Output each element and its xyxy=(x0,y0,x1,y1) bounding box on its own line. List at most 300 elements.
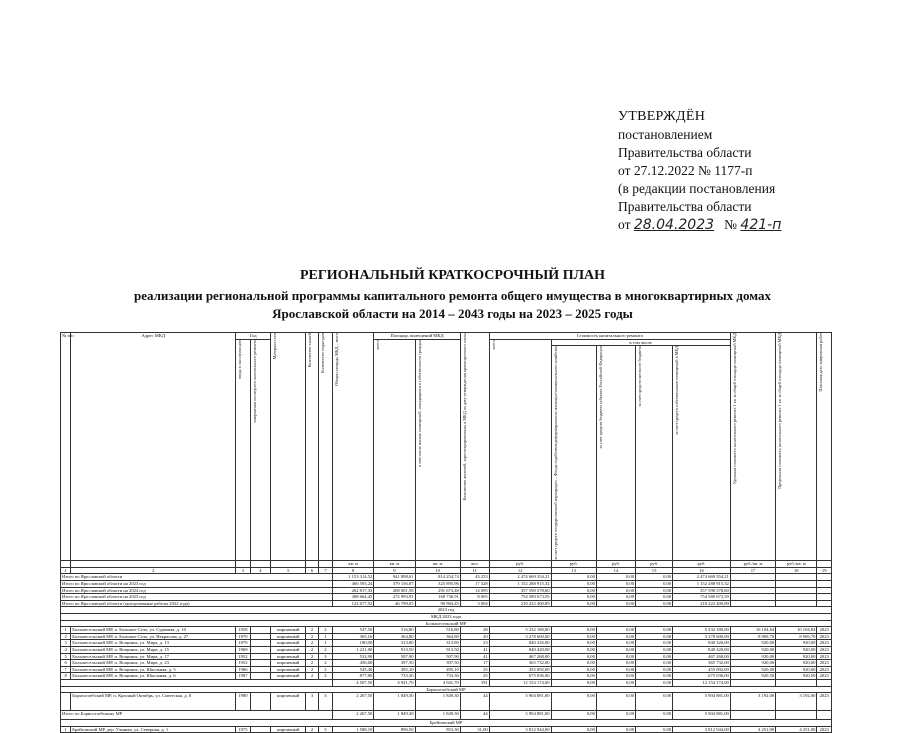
municipality-header: Большесельский МР xyxy=(61,620,832,627)
col-address: Адрес МКД xyxy=(71,333,236,561)
table-cell: 0,00 xyxy=(596,726,635,733)
table-cell: 4 251,00 xyxy=(730,726,775,733)
table-cell: 545,40 xyxy=(333,666,374,673)
column-number: 14 xyxy=(596,567,635,574)
summary-label: Итого по Ярославской области на 2025 год xyxy=(61,594,333,601)
table-cell: 0,00 xyxy=(636,673,673,680)
table-cell: 2023 xyxy=(817,653,832,660)
summary-row xyxy=(61,594,832,601)
subtotal-row xyxy=(61,711,832,720)
table-cell: 1 849,30 xyxy=(374,693,415,711)
table-cell: 10 104,84 xyxy=(776,627,817,634)
plan-table xyxy=(60,332,832,733)
col-fund: за счет средств государственной корпорации – Фонда содействия реформированию жилищно-коммунального хозяйства xyxy=(552,346,558,561)
table-cell xyxy=(250,660,271,667)
handwritten-date: 28.04.2023 xyxy=(633,217,715,233)
col-incl: в том числе xyxy=(551,339,730,346)
column-number: 7 xyxy=(318,567,332,574)
table-cell xyxy=(250,627,271,634)
table-cell: 3 xyxy=(318,693,332,711)
table-cell: 2023 xyxy=(817,666,832,673)
unit: чел. xyxy=(460,561,489,568)
summary-value: 1 153 314,52 xyxy=(333,574,374,581)
table-cell: 0,00 xyxy=(636,640,673,647)
subtotal-value: 1 849,30 xyxy=(374,711,415,720)
table-cell: 2023 xyxy=(817,726,832,733)
table-cell: 1958 xyxy=(236,627,250,634)
table-cell: 41 xyxy=(460,646,489,653)
table-cell: 516,80 xyxy=(415,627,460,634)
subtotal-value: 0,00 xyxy=(596,711,635,720)
table-cell: кирпичный xyxy=(271,627,306,634)
subtotal-value: 5 904 881,00 xyxy=(489,711,551,720)
table-cell: 2023 xyxy=(817,627,832,634)
table-cell xyxy=(730,587,775,594)
table-cell: 2 xyxy=(306,646,318,653)
column-number: 16 xyxy=(673,567,731,574)
table-cell: 920,00 xyxy=(730,646,775,653)
table-cell: 2023 xyxy=(817,633,832,640)
table-cell: 44 xyxy=(460,693,489,711)
table-cell xyxy=(776,594,817,601)
table-cell: 0,00 xyxy=(636,666,673,673)
summary-value: 2 474 669 354,21 xyxy=(673,574,731,581)
table-cell: 920,00 xyxy=(730,660,775,667)
table-cell: 920,00 xyxy=(776,660,817,667)
table-cell: 2023 xyxy=(817,693,832,711)
summary-value: 0,00 xyxy=(551,594,596,601)
table-cell: 0,00 xyxy=(596,693,635,711)
column-number: 5 xyxy=(271,567,306,574)
subtotal-value: 12 154 174,00 xyxy=(673,679,731,686)
table-cell: 2023 xyxy=(817,640,832,647)
table-cell: 313,80 xyxy=(374,640,415,647)
table-cell: 2 xyxy=(306,640,318,647)
table-cell: 1 xyxy=(61,627,71,634)
table-cell: кирпичный xyxy=(271,653,306,660)
summary-value: 0,00 xyxy=(551,581,596,588)
table-cell: 920,50 xyxy=(730,673,775,680)
table-cell: 5 232 180,00 xyxy=(673,627,731,634)
table-cell: 1980 xyxy=(236,693,250,711)
col-year-repair: завершения последнего капитального ремонта xyxy=(251,339,257,423)
table-cell: 920,00 xyxy=(776,666,817,673)
table-cell: 507,90 xyxy=(374,653,415,660)
column-number: 9 xyxy=(374,567,415,574)
summary-value: 90 984,45 xyxy=(415,600,460,607)
table-cell: 3 812 944,00 xyxy=(489,726,551,733)
summary-value: 168 736,91 xyxy=(415,594,460,601)
subtotal-value: 0,00 xyxy=(636,711,673,720)
table-cell: 1970 xyxy=(236,633,250,640)
table-cell: 3 278 600,00 xyxy=(673,633,731,640)
municipality-header: Борисоглебский МР xyxy=(61,686,832,693)
summary-value: 208 001,58 xyxy=(374,587,415,594)
column-number-row xyxy=(61,567,832,574)
approval-heading: УТВЕРЖДЁН xyxy=(618,109,706,124)
table-cell: 365 732,00 xyxy=(489,660,551,667)
table-cell: 0,00 xyxy=(551,646,596,653)
column-number: 11 xyxy=(460,567,489,574)
summary-label: Итого по Ярославской области (просроченные работы 2022 года) xyxy=(61,600,333,607)
approval-block xyxy=(618,108,781,234)
table-cell: Большесельский МР, п. Большое Село, ул. Сурковая, д. 10 xyxy=(71,627,236,634)
table-cell: 920,00 xyxy=(730,666,775,673)
table-cell: кирпичный xyxy=(271,693,306,711)
table-cell xyxy=(817,594,832,601)
header-row xyxy=(61,333,832,340)
table-cell: 0,00 xyxy=(551,633,596,640)
table-cell: 31,00 xyxy=(460,726,489,733)
table-cell xyxy=(250,640,271,647)
summary-value: 941 898,61 xyxy=(374,574,415,581)
subtotal-value: 0,00 xyxy=(551,679,596,686)
col-local: за счет средств местного бюджета xyxy=(637,346,643,407)
table-cell: 3 xyxy=(318,653,332,660)
column-number: 4 xyxy=(250,567,271,574)
summary-value: 0,00 xyxy=(636,581,673,588)
table-cell: 896,50 xyxy=(374,726,415,733)
units-row xyxy=(61,561,832,568)
table-cell: кирпичный xyxy=(271,726,306,733)
col-residents: Количество жителей, зарегистрированных в МКД на дату утверждения краткосрочного плана xyxy=(461,333,467,501)
table-cell: 0,00 xyxy=(551,660,596,667)
table-cell: 0,00 xyxy=(636,693,673,711)
table-cell: 1 xyxy=(318,640,332,647)
summary-value: 0,00 xyxy=(636,600,673,607)
table-cell: 2 xyxy=(306,627,318,634)
subtotal-value: 12 154 174,00 xyxy=(489,679,551,686)
table-cell: 6 xyxy=(61,660,71,667)
table-cell: 0,00 xyxy=(596,646,635,653)
summary-value: 1 152 288 915,32 xyxy=(673,581,731,588)
unit: руб. xyxy=(489,561,551,568)
table-cell: 675 036,00 xyxy=(673,673,731,680)
col-owners: за счет средств собственников помещений в МКД xyxy=(674,346,680,436)
col-entrances: Количество подъездов xyxy=(319,333,325,373)
table-cell: 0,00 xyxy=(551,673,596,680)
summary-value: 3 004 xyxy=(460,600,489,607)
table-cell: 10 104,84 xyxy=(730,627,775,634)
table-cell: 5 904 881,00 xyxy=(489,693,551,711)
table-cell: 1 xyxy=(318,633,332,640)
table-cell: 28 xyxy=(460,627,489,634)
summary-label: Итого по Ярославской области на 2023 год xyxy=(61,581,333,588)
table-cell: 532,90 xyxy=(333,653,374,660)
summary-row xyxy=(61,581,832,588)
table-cell: кирпичный xyxy=(271,673,306,680)
column-number: 10 xyxy=(415,567,460,574)
table-cell: 1 xyxy=(61,726,71,733)
column-number: 19 xyxy=(817,567,832,574)
summary-value: 2 474 669 354,21 xyxy=(489,574,551,581)
table-cell xyxy=(817,711,832,720)
year-header: 2023 год xyxy=(61,607,832,614)
table-cell: 365,16 xyxy=(333,633,374,640)
table-cell: 920,00 xyxy=(730,640,775,647)
table-cell: 2023 xyxy=(817,646,832,653)
subtotal-value: 0,00 xyxy=(596,679,635,686)
table-cell xyxy=(817,587,832,594)
table-cell: 1975 xyxy=(236,726,250,733)
table-cell: 1952 xyxy=(236,653,250,660)
column-number: 3 xyxy=(236,567,250,574)
subtotal-value: 44 xyxy=(460,711,489,720)
summary-label: Итого по Ярославской области на 2024 год xyxy=(61,587,333,594)
summary-value: 43 253 xyxy=(460,574,489,581)
table-cell: 0,00 xyxy=(636,633,673,640)
col-total-area: Общая площадь МКД – всего xyxy=(334,333,340,386)
summary-value: 0,00 xyxy=(596,600,635,607)
table-cell xyxy=(250,666,271,673)
table-cell: 364,80 xyxy=(374,633,415,640)
table-cell: 2 xyxy=(318,666,332,673)
subtotal-value: 4 941,70 xyxy=(374,679,415,686)
table-cell: 0,00 xyxy=(636,646,673,653)
column-number: 2 xyxy=(71,567,236,574)
table-cell: 0,00 xyxy=(596,660,635,667)
table-cell: 920,00 xyxy=(730,653,775,660)
table-cell: 0,00 xyxy=(636,726,673,733)
table-cell: 0,00 xyxy=(596,666,635,673)
summary-value: 0,00 xyxy=(551,600,596,607)
table-cell: кирпичный xyxy=(271,660,306,667)
table-cell: 3 812 944,00 xyxy=(673,726,731,733)
table-cell: 2 xyxy=(318,627,332,634)
summary-value: 0,00 xyxy=(636,587,673,594)
table-cell: 840 326,00 xyxy=(673,640,731,647)
subtotal-label xyxy=(61,679,333,686)
table-cell: 2 xyxy=(61,633,71,640)
table-cell: 920,00 xyxy=(776,646,817,653)
unit: кв. м xyxy=(374,561,415,568)
unit: кв. м xyxy=(333,561,374,568)
column-number: 15 xyxy=(636,567,673,574)
summary-value: 262 817,33 xyxy=(333,587,374,594)
table-cell: 0,00 xyxy=(596,640,635,647)
col-deadline: Плановая дата завершения работ xyxy=(818,333,824,392)
table-cell: 2 xyxy=(306,726,318,733)
table-cell: 1987 xyxy=(236,673,250,680)
table-cell: 495,10 xyxy=(374,666,415,673)
table-cell xyxy=(250,633,271,640)
col-year: Год xyxy=(236,333,271,340)
approval-line: Правительства области xyxy=(618,199,752,214)
table-cell xyxy=(730,581,775,588)
table-cell: 1 221,00 xyxy=(333,646,374,653)
table-cell: 0,00 xyxy=(596,653,635,660)
approval-prefix: от xyxy=(618,217,631,232)
column-number: 1 xyxy=(61,567,71,574)
table-cell: 2 xyxy=(306,653,318,660)
table-cell: 840 420,00 xyxy=(489,646,551,653)
summary-row xyxy=(61,574,832,581)
col-unit-cost: Удельная стоимость капитального ремонта 1 кв. м общей площади помещений МКД xyxy=(731,333,737,485)
table-cell: 516,80 xyxy=(374,627,415,634)
table-cell: 5 xyxy=(61,653,71,660)
plan-title: РЕГИОНАЛЬНЫЙ КРАТКОСРОЧНЫЙ ПЛАН xyxy=(299,268,606,283)
table-row xyxy=(61,640,832,647)
table-cell: кирпичный xyxy=(271,633,306,640)
table-cell: 7 xyxy=(61,666,71,673)
table-cell: Брейтовский МР, дер. Ульянка, ул. Северная, д. 1 xyxy=(71,726,236,733)
col-cost-total: всего xyxy=(490,339,496,350)
subtotal-value: 1 849,30 xyxy=(415,711,460,720)
table-cell: 2023 xyxy=(817,660,832,667)
column-number: 18 xyxy=(776,567,817,574)
table-cell: 2 xyxy=(306,633,318,640)
table-cell: 455 092,00 xyxy=(489,666,551,673)
table-cell xyxy=(250,646,271,653)
summary-value: 46 799,05 xyxy=(374,600,415,607)
table-cell: 2023 xyxy=(817,673,832,680)
column-number: 12 xyxy=(489,567,551,574)
table-cell: 313,80 xyxy=(415,640,460,647)
approval-signature-line xyxy=(618,216,781,234)
table-cell: 364,80 xyxy=(415,633,460,640)
summary-value: 0,00 xyxy=(636,594,673,601)
plan-subtitle-1: реализации региональной программы капитального ремонта общего имущества в многоквартирных домах xyxy=(133,288,772,303)
table-cell: Борисоглебский МР, п. Красный Октябрь, ул. Советская, д. 8 xyxy=(71,693,236,711)
table-cell xyxy=(817,679,832,686)
summary-label: Итого по Ярославской области xyxy=(61,574,333,581)
column-number: 8 xyxy=(333,567,374,574)
table-cell xyxy=(250,673,271,680)
section-header: МКД 2023 года xyxy=(61,613,832,620)
summary-value: 754 580 673,59 xyxy=(673,594,731,601)
table-cell xyxy=(817,600,832,607)
table-cell xyxy=(817,581,832,588)
summary-row xyxy=(61,587,832,594)
table-cell: 0,00 xyxy=(551,666,596,673)
table-cell xyxy=(250,726,271,733)
table-cell: 0,00 xyxy=(636,660,673,667)
col-premises: Площадь помещений МКД xyxy=(374,333,461,340)
handwritten-number: 421-п xyxy=(740,217,782,233)
table-cell: 877,80 xyxy=(333,673,374,680)
table-cell: кирпичный xyxy=(271,640,306,647)
table-cell: 41 xyxy=(460,653,489,660)
plan-subtitle-2: Ярославской области на 2014 – 2043 годы на 2023 – 2025 годы xyxy=(272,306,633,321)
table-cell: 1 849,30 xyxy=(415,693,460,711)
table-cell: 467 268,00 xyxy=(489,653,551,660)
table-cell: 733,30 xyxy=(415,673,460,680)
approval-line: (в редакции постановления xyxy=(618,181,776,196)
summary-value: 17 328 xyxy=(460,581,489,588)
table-cell: 4 251,00 xyxy=(776,726,817,733)
table-cell xyxy=(250,653,271,660)
table-cell: 0,00 xyxy=(596,633,635,640)
col-prem-living: в том числе жилых помещений, находящихся в собственности граждан xyxy=(416,339,422,467)
summary-value: 8 005 xyxy=(460,594,489,601)
table-cell: 2 xyxy=(318,673,332,680)
table-cell: 1952 xyxy=(236,660,250,667)
summary-value: 0,00 xyxy=(596,574,635,581)
subtotal-value: 4 507,50 xyxy=(333,679,374,686)
table-cell: Большесельский МР, п. Вощинок, ул. Школьная, д. 6 xyxy=(71,673,236,680)
table-cell: Большесельский МР, п. Вощинок, ул. Мира, д. 15 xyxy=(71,646,236,653)
table-cell: 365 732,00 xyxy=(673,660,731,667)
table-cell xyxy=(776,587,817,594)
table-cell: 920,00 xyxy=(776,640,817,647)
table-cell: 3 xyxy=(61,640,71,647)
table-row xyxy=(61,653,832,660)
summary-value: 1 152 288 915,32 xyxy=(489,581,551,588)
table-cell xyxy=(776,600,817,607)
table-cell: 0,00 xyxy=(551,726,596,733)
table-cell: 467 268,00 xyxy=(673,653,731,660)
table-row xyxy=(61,633,832,640)
summary-value: 814 254,74 xyxy=(415,574,460,581)
subtotal-value: 4 941,70 xyxy=(415,679,460,686)
table-cell: Большесельский МР, п. Вощинок, ул. Мира, д. 17 xyxy=(71,653,236,660)
table-cell: 2 xyxy=(318,646,332,653)
summary-value: 379 156,07 xyxy=(374,581,415,588)
col-floors: Количество этажей xyxy=(307,333,313,368)
col-year-built: ввода в эксплуатацию xyxy=(237,339,243,379)
summary-value: 0,00 xyxy=(596,587,635,594)
unit: руб. xyxy=(636,561,673,568)
table-cell: 0,00 xyxy=(551,653,596,660)
table-cell: 5 904 881,00 xyxy=(673,693,731,711)
table-cell: 2 xyxy=(306,673,318,680)
subtotal-value: 2 267,50 xyxy=(333,711,374,720)
approval-line: постановлением xyxy=(618,127,713,142)
table-cell: 8 969,70 xyxy=(776,633,817,640)
col-max-cost: Предельная стоимость капитального ремонта 1 кв. м общей площади помещений МКД xyxy=(777,333,783,489)
table-cell: 1970 xyxy=(236,640,250,647)
table-cell xyxy=(776,574,817,581)
table-cell: 456,60 xyxy=(333,660,374,667)
table-cell: 1986 xyxy=(236,666,250,673)
summary-value: 325 895,96 xyxy=(415,581,460,588)
summary-value: 0,00 xyxy=(551,587,596,594)
table-cell: 0,00 xyxy=(551,640,596,647)
table-cell: 397,50 xyxy=(374,660,415,667)
table-cell: 0,00 xyxy=(636,653,673,660)
approval-number-sign: № xyxy=(724,217,738,232)
unit: кв. м xyxy=(415,561,460,568)
unit: руб. xyxy=(551,561,596,568)
table-cell: кирпичный xyxy=(271,646,306,653)
subtotal-value: 5 904 881,00 xyxy=(673,711,731,720)
table-row xyxy=(61,666,832,673)
table-cell: 3 192,00 xyxy=(730,693,775,711)
summary-row xyxy=(61,600,832,607)
table-cell xyxy=(730,594,775,601)
unit: руб. xyxy=(596,561,635,568)
table-cell: 25 xyxy=(460,666,489,673)
table-cell: Большесельский МР, п. Вощинок, ул. Мира, д. 13 xyxy=(71,640,236,647)
summary-value: 291 673,48 xyxy=(415,587,460,594)
column-number: 13 xyxy=(551,567,596,574)
table-cell: 0,00 xyxy=(551,693,596,711)
table-cell: 920,00 xyxy=(776,653,817,660)
summary-value: 0,00 xyxy=(596,581,635,588)
subtotal-value: 0,00 xyxy=(551,711,596,720)
table-cell: 17 xyxy=(460,660,489,667)
table-cell: 0,00 xyxy=(596,673,635,680)
table-cell xyxy=(730,679,775,686)
table-cell: 25 xyxy=(460,673,489,680)
table-cell: 8 xyxy=(61,673,71,680)
summary-value: 122 677,52 xyxy=(333,600,374,607)
table-cell: кирпичный xyxy=(271,666,306,673)
table-cell: 0,00 xyxy=(551,627,596,634)
unit: руб./кв. м xyxy=(776,561,817,568)
table-cell xyxy=(61,693,71,711)
table-cell xyxy=(776,581,817,588)
